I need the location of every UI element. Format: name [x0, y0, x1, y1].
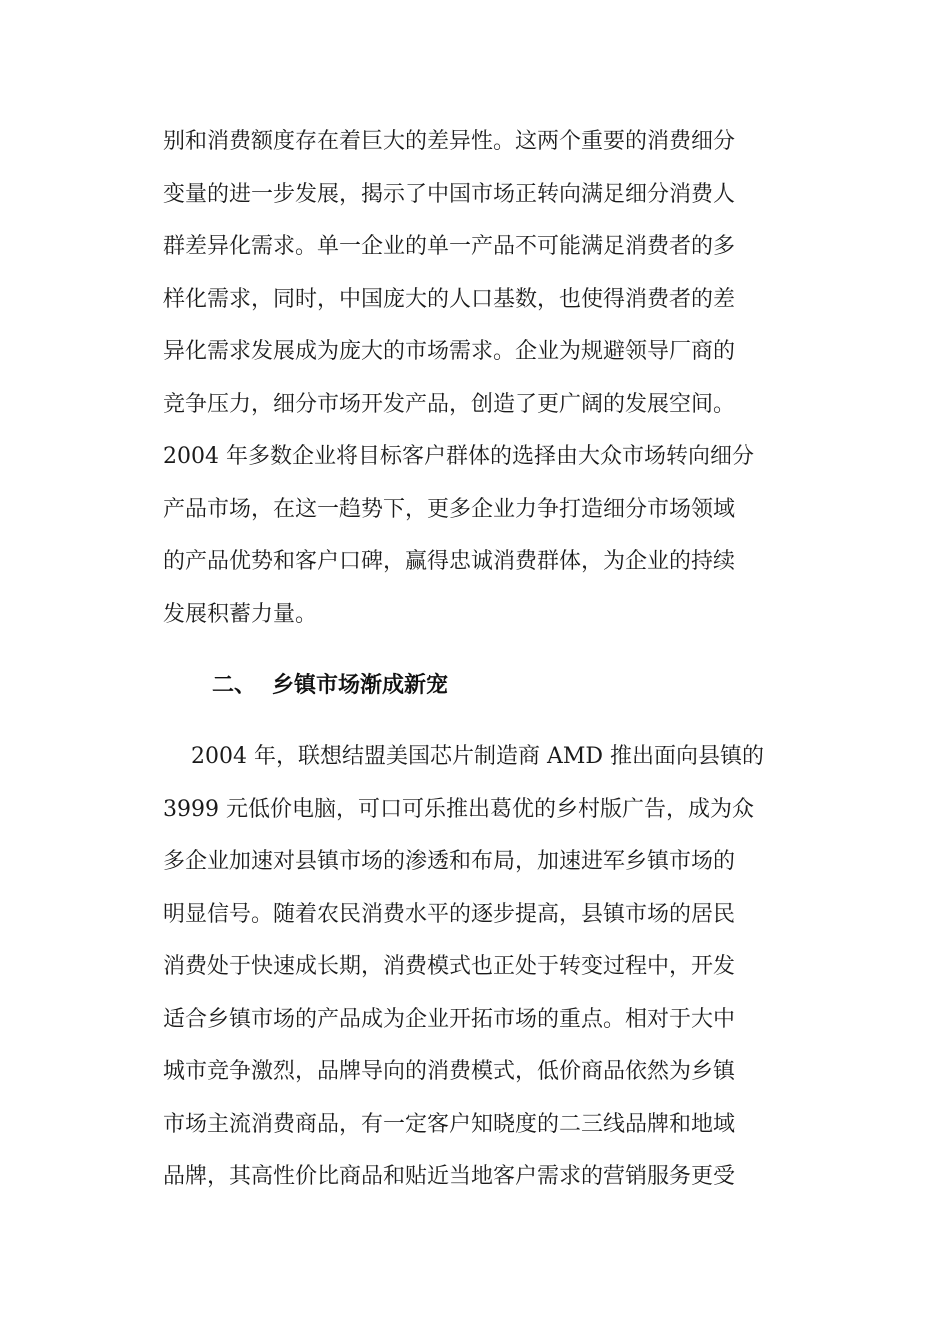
text-line: 品牌，其高性价比商品和贴近当地客户需求的营销服务更受: [163, 1164, 736, 1189]
text-line: 多企业加速对县镇市场的渗透和布局，加速进军乡镇市场的: [163, 849, 736, 874]
text-line: 适合乡镇市场的产品成为企业开拓市场的重点。相对于大中: [163, 1006, 736, 1032]
text-line: 2004 年多数企业将目标客户群体的选择由大众市场转向细分: [163, 444, 754, 469]
text-line: 样化需求，同时，中国庞大的人口基数，也使得消费者的差: [163, 286, 736, 312]
text-line: 消费处于快速成长期，消费模式也正处于转变过程中，开发: [163, 954, 736, 979]
text-line: 明显信号。随着农民消费水平的逐步提高，县镇市场的居民: [163, 901, 736, 927]
text-line: 竞争压力，细分市场开发产品，创造了更广阔的发展空间。: [163, 391, 736, 417]
text-line: 发展积蓄力量。: [163, 601, 318, 627]
text-line: 变量的进一步发展，揭示了中国市场正转向满足细分消费人: [163, 181, 736, 207]
section-number: 二、: [212, 673, 257, 698]
paragraph-rural-market: [163, 731, 793, 1204]
text-line: 的产品优势和客户口碑，赢得忠诚消费群体，为企业的持续: [163, 549, 736, 574]
text-line: 3999 元低价电脑，可口可乐推出葛优的乡村版广告，成为众: [163, 796, 754, 822]
text-line: 别和消费额度存在着巨大的差异性。这两个重要的消费细分: [163, 129, 736, 154]
text-line: 市场主流消费商品，有一定客户知晓度的二三线品牌和地域: [163, 1111, 736, 1137]
text-line: 城市竞争激烈，品牌导向的消费模式，低价商品依然为乡镇: [163, 1059, 736, 1084]
text-line: 群差异化需求。单一企业的单一产品不可能满足消费者的多: [163, 234, 736, 259]
paragraph-consumer-segmentation: [163, 116, 793, 641]
text-line: 产品市场，在这一趋势下，更多企业力争打造细分市场领域: [163, 496, 736, 522]
text-line: 异化需求发展成为庞大的市场需求。企业为规避领导厂商的: [163, 339, 736, 364]
text-line: 2004 年，联想结盟美国芯片制造商 AMD 推出面向县镇的: [163, 744, 764, 769]
section-title: 乡镇市场渐成新宠: [272, 673, 449, 698]
section-heading: [212, 664, 448, 708]
